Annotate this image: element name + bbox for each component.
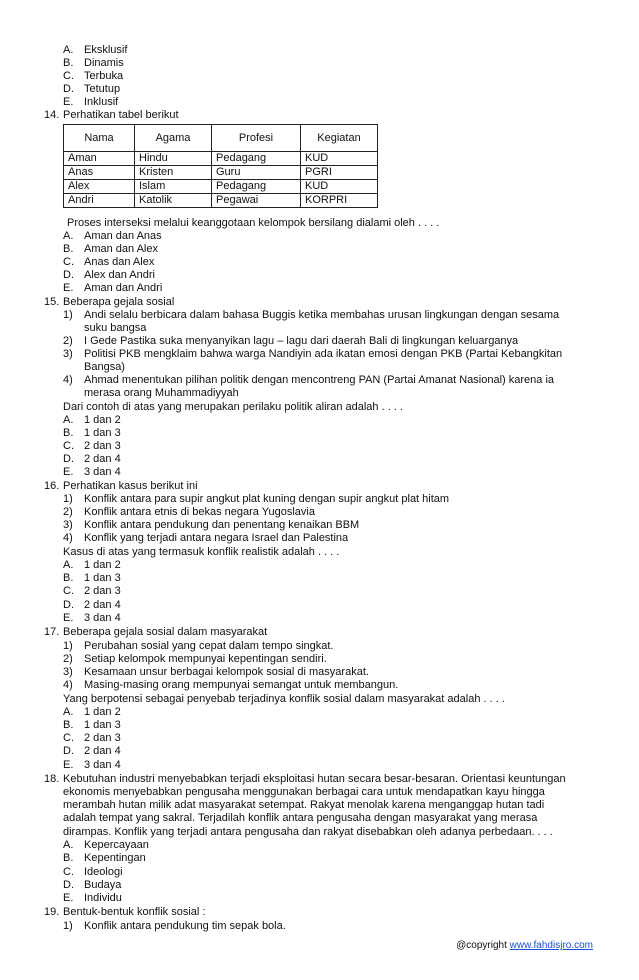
option-line: D. (63, 83, 74, 95)
question-number: 15. (44, 296, 60, 308)
item-number: 4) (63, 532, 73, 544)
question-number: 16. (44, 480, 60, 492)
table-cell: KUD (301, 152, 378, 166)
option-text: Dinamis (84, 57, 124, 69)
item-number: 1) (63, 640, 73, 652)
option-letter: A. (63, 706, 74, 718)
option-letter: A. (63, 414, 74, 426)
item-text: Ahmad menentukan pilihan politik dengan mencontreng PAN (Partai Amanat Nasional) karena ia (84, 374, 555, 386)
option-text: Kepercayaan (84, 839, 149, 851)
option-text: Anas dan Alex (84, 256, 155, 268)
item-text: Bangsa) (84, 361, 125, 373)
option-text: 1 dan 3 (84, 719, 121, 731)
item-text: Konflik antara pendukung dan penentang kenaikan BBM (84, 519, 360, 531)
table-cell: Pegawai (212, 194, 301, 208)
option-text: Terbuka (84, 70, 124, 82)
item-text: Konflik antara etnis di bekas negara Yugoslavia (84, 506, 315, 518)
table-row (64, 180, 378, 194)
question-text: Proses interseksi melalui keanggotaan kelompok bersilang dialami oleh . . . . (67, 217, 440, 229)
option-letter: C. (63, 732, 74, 744)
option-line: E. (63, 96, 74, 108)
table-cell: Andri (64, 194, 135, 208)
item-text: Perubahan sosial yang cepat dalam tempo singkat. (84, 640, 334, 652)
option-letter: E. (63, 466, 74, 478)
option-text: Individu (84, 892, 122, 904)
item-number: 4) (63, 679, 73, 691)
table-row (64, 152, 378, 166)
table-cell: Hindu (135, 152, 212, 166)
option-letter: C. (63, 440, 74, 452)
option-letter: B. (63, 852, 74, 864)
option-letter: A. (63, 839, 74, 851)
option-letter: E. (63, 759, 74, 771)
table-cell: Alex (64, 180, 135, 194)
item-number: 1) (63, 920, 73, 932)
item-text: Andi selalu berbicara dalam bahasa Buggis ketika membahas urusan lingkungan dengan sesama (84, 309, 560, 321)
option-letter: E. (63, 892, 74, 904)
option-text: 3 dan 4 (84, 612, 121, 624)
option-text: Aman dan Alex (84, 243, 158, 255)
copyright-footer (456, 940, 593, 951)
option-text: 2 dan 3 (84, 732, 121, 744)
option-letter: D. (63, 599, 74, 611)
table-cell: Pedagang (212, 180, 301, 194)
table-cell: KUD (301, 180, 378, 194)
option-text: 2 dan 3 (84, 440, 121, 452)
item-text: Konflik antara pendukung tim sepak bola. (84, 920, 286, 932)
item-text: merasa orang Muhammadiyyah (84, 387, 239, 399)
table-cell: KORPRI (301, 194, 378, 208)
item-text: Masing-masing orang mempunyai semangat untuk membangun. (84, 679, 399, 691)
option-text: Kepentingan (84, 852, 146, 864)
option-text: 3 dan 4 (84, 759, 121, 771)
option-letter: A. (63, 559, 74, 571)
option-text: 1 dan 2 (84, 414, 121, 426)
option-text: Budaya (84, 879, 122, 891)
option-letter: E. (63, 612, 74, 624)
option-text: 3 dan 4 (84, 466, 121, 478)
option-text: 2 dan 4 (84, 745, 121, 757)
table-cell: Guru (212, 166, 301, 180)
option-text: 1 dan 2 (84, 559, 121, 571)
table-header: Nama (64, 125, 135, 152)
item-number: 2) (63, 506, 73, 518)
item-text: Konflik yang terjadi antara negara Israel dan Palestina (84, 532, 349, 544)
question-stem: Beberapa gejala sosial (63, 296, 175, 308)
question-number: 18. (44, 773, 60, 785)
option-text: 1 dan 3 (84, 572, 121, 584)
option-letter: C. (63, 256, 74, 268)
option-letter: C. (63, 866, 74, 878)
option-text: Inklusif (84, 96, 119, 108)
table-header: Profesi (212, 125, 301, 152)
option-letter: D. (63, 269, 74, 281)
question-number: 19. (44, 906, 60, 918)
option-letter: B. (63, 719, 74, 731)
question-stem: Beberapa gejala sosial dalam masyarakat (63, 626, 268, 638)
option-text: Eksklusif (84, 44, 128, 56)
item-text: Politisi PKB mengklaim bahwa warga Nandiyin ada ikatan emosi dengan PKB (Partai Kebangkitan (84, 348, 563, 360)
option-text: 1 dan 3 (84, 427, 121, 439)
option-letter: D. (63, 745, 74, 757)
question-text: Kebutuhan industri menyebabkan terjadi eksploitasi hutan secara besar-besaran. Orientasi keuntungan (63, 773, 566, 785)
question-text: Dari contoh di atas yang merupakan perilaku politik aliran adalah . . . . (63, 401, 403, 413)
item-number: 4) (63, 374, 73, 386)
question-stem: Bentuk-bentuk konflik sosial : (63, 906, 206, 918)
table-cell: Islam (135, 180, 212, 194)
item-text: I Gede Pastika suka menyanyikan lagu – lagu dari daerah Bali di lingkungan keluarganya (84, 335, 519, 347)
option-text: Aman dan Anas (84, 230, 162, 242)
option-text: Alex dan Andri (84, 269, 155, 281)
table-cell: Kristen (135, 166, 212, 180)
question-stem: Perhatikan kasus berikut ini (63, 480, 198, 492)
item-text: Konflik antara para supir angkut plat kuning dengan supir angkut plat hitam (84, 493, 450, 505)
option-text: 2 dan 3 (84, 585, 121, 597)
item-text: Kesamaan unsur berbagai kelompok sosial di masyarakat. (84, 666, 369, 678)
item-number: 2) (63, 335, 73, 347)
option-line: C. (63, 70, 74, 82)
question-number: 14. (44, 109, 60, 121)
question-text: merambah hutan milik adat masyarakat setempat. Rakyat menolak karena menganggap hutan tadi (63, 799, 545, 811)
option-line: B. (63, 57, 74, 69)
option-text: 2 dan 4 (84, 599, 121, 611)
option-letter: D. (63, 879, 74, 891)
item-number: 2) (63, 653, 73, 665)
table-cell: Aman (64, 152, 135, 166)
copyright-prefix: @copyright (456, 940, 510, 951)
option-letter: B. (63, 427, 74, 439)
item-number: 3) (63, 519, 73, 531)
question-text: Yang berpotensi sebagai penyebab terjadinya konflik sosial dalam masyarakat adalah . . . . (63, 693, 505, 705)
option-text: Ideologi (84, 866, 123, 878)
question-text: ekonomis menyebabkan pengusaha menggunakan berbagai cara untuk mendapatkan kayu hingga (63, 786, 545, 798)
table-cell: Pedagang (212, 152, 301, 166)
table-cell: Anas (64, 166, 135, 180)
question-stem: Perhatikan tabel berikut (63, 109, 179, 121)
item-number: 1) (63, 309, 73, 321)
option-text: Aman dan Andri (84, 282, 163, 294)
question-text: Kasus di atas yang termasuk konflik realistik adalah . . . . (63, 546, 340, 558)
option-line: A. (63, 44, 74, 56)
item-text: Setiap kelompok mempunyai kepentingan sendiri. (84, 653, 327, 665)
table-row (64, 194, 378, 208)
option-letter: B. (63, 243, 74, 255)
option-text: 2 dan 4 (84, 453, 121, 465)
table-header: Agama (135, 125, 212, 152)
table-cell: Katolik (135, 194, 212, 208)
item-number: 1) (63, 493, 73, 505)
option-letter: E. (63, 282, 74, 294)
option-text: Tetutup (84, 83, 121, 95)
question-text: dirampas. Konflik yang terjadi antara pengusaha dan rakyat disebabkan oleh adanya perbedaan. . . . (63, 826, 553, 838)
option-letter: C. (63, 585, 74, 597)
item-number: 3) (63, 348, 73, 360)
item-number: 3) (63, 666, 73, 678)
option-letter: D. (63, 453, 74, 465)
question-number: 17. (44, 626, 60, 638)
option-letter: B. (63, 572, 74, 584)
table-header: Kegiatan (301, 125, 378, 152)
table-row (64, 166, 378, 180)
question-text: adalah tempat yang sakral. Terjadilah konflik antara pengusaha dengan masyarakat yang merasa (63, 812, 538, 824)
table-cell: PGRI (301, 166, 378, 180)
website-link[interactable]: www.fahdisjro.com (509, 940, 593, 951)
data-table (63, 124, 378, 208)
item-text: suku bangsa (84, 322, 147, 334)
option-letter: A. (63, 230, 74, 242)
option-text: 1 dan 2 (84, 706, 121, 718)
